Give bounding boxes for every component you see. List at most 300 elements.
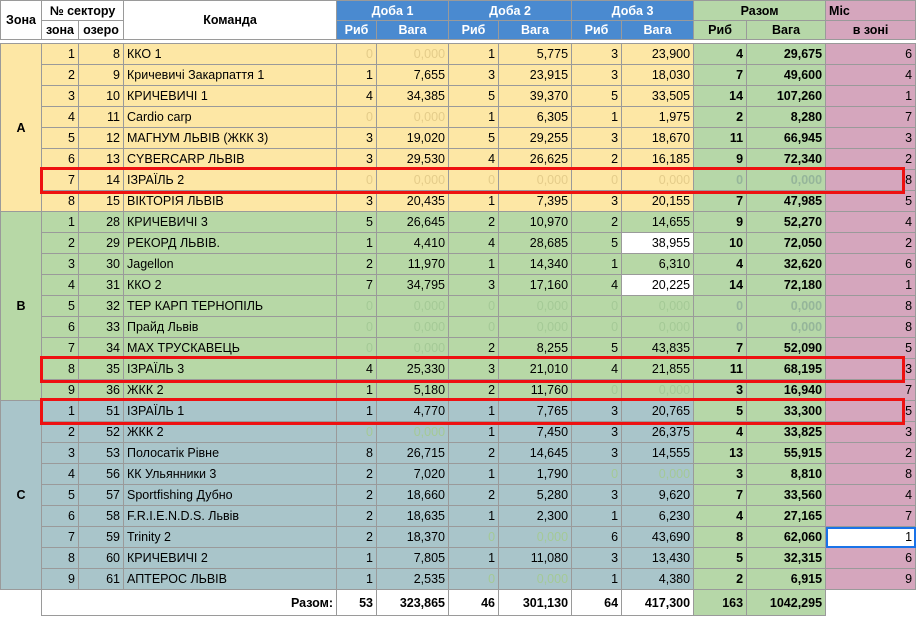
fish-day-3[interactable]: 0: [572, 464, 622, 485]
weight-day-2[interactable]: 21,010: [499, 359, 572, 380]
sector-lake-number[interactable]: 34: [79, 338, 124, 359]
fish-day-1[interactable]: 3: [337, 128, 377, 149]
team-name[interactable]: РЕКОРД ЛЬВІВ.: [124, 233, 337, 254]
sector-zone-number[interactable]: 1: [42, 212, 79, 233]
header-fish-day-2[interactable]: Риб: [449, 21, 499, 40]
fish-day-3[interactable]: 3: [572, 401, 622, 422]
weight-day-1[interactable]: 34,795: [377, 275, 449, 296]
sector-zone-number[interactable]: 8: [42, 548, 79, 569]
sector-lake-number[interactable]: 10: [79, 86, 124, 107]
weight-day-2[interactable]: 28,685: [499, 233, 572, 254]
fish-day-2[interactable]: 2: [449, 338, 499, 359]
total-weight-day-2[interactable]: 301,130: [499, 590, 572, 616]
team-name[interactable]: MAX ТРУСКАВЕЦЬ: [124, 338, 337, 359]
team-name[interactable]: CYBERCARP ЛЬВІВ: [124, 149, 337, 170]
weight-day-1[interactable]: 4,410: [377, 233, 449, 254]
team-name[interactable]: Sportfishing Дубно: [124, 485, 337, 506]
weight-day-3[interactable]: 14,655: [622, 212, 694, 233]
sector-zone-number[interactable]: 9: [42, 380, 79, 401]
weight-day-3[interactable]: 33,505: [622, 86, 694, 107]
sector-zone-number[interactable]: 5: [42, 128, 79, 149]
fish-day-1[interactable]: 0: [337, 338, 377, 359]
place-in-zone[interactable]: 4: [826, 485, 916, 506]
weight-day-1[interactable]: 18,635: [377, 506, 449, 527]
fish-total[interactable]: 5: [694, 401, 747, 422]
fish-total[interactable]: 7: [694, 338, 747, 359]
weight-day-3[interactable]: 0,000: [622, 464, 694, 485]
fish-day-3[interactable]: 3: [572, 44, 622, 65]
weight-day-2[interactable]: 29,255: [499, 128, 572, 149]
weight-day-2[interactable]: 1,790: [499, 464, 572, 485]
total-weight-day-1[interactable]: 323,865: [377, 590, 449, 616]
total-weight-day-3[interactable]: 417,300: [622, 590, 694, 616]
place-in-zone[interactable]: 7: [826, 107, 916, 128]
place-in-zone[interactable]: 5: [826, 401, 916, 422]
team-name[interactable]: Полосатік Рівне: [124, 443, 337, 464]
weight-total[interactable]: 8,280: [747, 107, 826, 128]
sector-zone-number[interactable]: 5: [42, 485, 79, 506]
sector-lake-number[interactable]: 31: [79, 275, 124, 296]
weight-total[interactable]: 33,300: [747, 401, 826, 422]
sector-lake-number[interactable]: 11: [79, 107, 124, 128]
fish-day-1[interactable]: 1: [337, 233, 377, 254]
weight-day-2[interactable]: 0,000: [499, 170, 572, 191]
header-day-3[interactable]: Доба 3: [572, 1, 694, 21]
fish-day-2[interactable]: 3: [449, 359, 499, 380]
place-in-zone[interactable]: 6: [826, 254, 916, 275]
fish-day-2[interactable]: 1: [449, 422, 499, 443]
fish-day-3[interactable]: 2: [572, 149, 622, 170]
fish-day-1[interactable]: 2: [337, 485, 377, 506]
weight-total[interactable]: 72,180: [747, 275, 826, 296]
fish-day-3[interactable]: 0: [572, 296, 622, 317]
fish-day-1[interactable]: 2: [337, 506, 377, 527]
zone-label[interactable]: B: [1, 212, 42, 401]
team-name[interactable]: ККО 1: [124, 44, 337, 65]
weight-day-2[interactable]: 8,255: [499, 338, 572, 359]
weight-day-2[interactable]: 0,000: [499, 527, 572, 548]
fish-day-2[interactable]: 0: [449, 527, 499, 548]
weight-day-2[interactable]: 23,915: [499, 65, 572, 86]
fish-day-3[interactable]: 4: [572, 359, 622, 380]
fish-day-3[interactable]: 2: [572, 212, 622, 233]
sector-lake-number[interactable]: 52: [79, 422, 124, 443]
fish-day-3[interactable]: 3: [572, 191, 622, 212]
total-fish-day-2[interactable]: 46: [449, 590, 499, 616]
team-name[interactable]: ВІКТОРІЯ ЛЬВІВ: [124, 191, 337, 212]
fish-total[interactable]: 4: [694, 422, 747, 443]
header-fish-day-3[interactable]: Риб: [572, 21, 622, 40]
fish-day-2[interactable]: 0: [449, 296, 499, 317]
place-in-zone[interactable]: 4: [826, 212, 916, 233]
sector-lake-number[interactable]: 29: [79, 233, 124, 254]
fish-day-2[interactable]: 2: [449, 380, 499, 401]
weight-day-3[interactable]: 9,620: [622, 485, 694, 506]
team-name[interactable]: КК Ульянники 3: [124, 464, 337, 485]
fish-day-3[interactable]: 0: [572, 170, 622, 191]
sector-zone-number[interactable]: 3: [42, 443, 79, 464]
weight-day-2[interactable]: 2,300: [499, 506, 572, 527]
weight-day-1[interactable]: 19,020: [377, 128, 449, 149]
weight-day-3[interactable]: 20,225: [622, 275, 694, 296]
weight-day-1[interactable]: 26,715: [377, 443, 449, 464]
fish-day-1[interactable]: 5: [337, 212, 377, 233]
weight-day-3[interactable]: 38,955: [622, 233, 694, 254]
sector-zone-number[interactable]: 4: [42, 107, 79, 128]
header-weight-day-3[interactable]: Вага: [622, 21, 694, 40]
fish-day-2[interactable]: 2: [449, 212, 499, 233]
fish-day-2[interactable]: 1: [449, 548, 499, 569]
weight-day-1[interactable]: 7,655: [377, 65, 449, 86]
weight-day-2[interactable]: 7,450: [499, 422, 572, 443]
weight-day-3[interactable]: 21,855: [622, 359, 694, 380]
weight-day-1[interactable]: 26,645: [377, 212, 449, 233]
team-name[interactable]: ІЗРАЇЛЬ 3: [124, 359, 337, 380]
weight-day-3[interactable]: 26,375: [622, 422, 694, 443]
weight-day-1[interactable]: 0,000: [377, 422, 449, 443]
fish-day-1[interactable]: 8: [337, 443, 377, 464]
fish-day-3[interactable]: 3: [572, 65, 622, 86]
sector-zone-number[interactable]: 6: [42, 506, 79, 527]
weight-total[interactable]: 0,000: [747, 170, 826, 191]
zone-label[interactable]: C: [1, 401, 42, 590]
team-name[interactable]: КРИЧЕВИЧІ 2: [124, 548, 337, 569]
header-weight-day-2[interactable]: Вага: [499, 21, 572, 40]
fish-total[interactable]: 14: [694, 275, 747, 296]
weight-day-2[interactable]: 17,160: [499, 275, 572, 296]
weight-total[interactable]: 33,560: [747, 485, 826, 506]
zone-label[interactable]: A: [1, 44, 42, 212]
fish-total[interactable]: 5: [694, 548, 747, 569]
fish-day-3[interactable]: 3: [572, 548, 622, 569]
fish-day-1[interactable]: 2: [337, 254, 377, 275]
weight-day-2[interactable]: 39,370: [499, 86, 572, 107]
fish-total[interactable]: 4: [694, 44, 747, 65]
fish-total[interactable]: 3: [694, 464, 747, 485]
header-zone[interactable]: Зона: [1, 1, 42, 40]
fish-day-3[interactable]: 3: [572, 443, 622, 464]
fish-total[interactable]: 11: [694, 359, 747, 380]
fish-total[interactable]: 2: [694, 107, 747, 128]
place-in-zone[interactable]: 3: [826, 422, 916, 443]
place-in-zone[interactable]: 6: [826, 548, 916, 569]
sector-lake-number[interactable]: 61: [79, 569, 124, 590]
weight-day-3[interactable]: 18,030: [622, 65, 694, 86]
place-in-zone[interactable]: 1: [826, 86, 916, 107]
total-label[interactable]: Разом:: [42, 590, 337, 616]
weight-day-3[interactable]: 23,900: [622, 44, 694, 65]
place-in-zone[interactable]: 3: [826, 359, 916, 380]
weight-day-2[interactable]: 0,000: [499, 296, 572, 317]
fish-day-1[interactable]: 4: [337, 86, 377, 107]
fish-day-1[interactable]: 7: [337, 275, 377, 296]
sector-zone-number[interactable]: 3: [42, 254, 79, 275]
team-name[interactable]: ІЗРАЇЛЬ 2: [124, 170, 337, 191]
fish-day-2[interactable]: 1: [449, 506, 499, 527]
team-name[interactable]: МАГНУМ ЛЬВІВ (ЖКК 3): [124, 128, 337, 149]
sector-lake-number[interactable]: 58: [79, 506, 124, 527]
sector-lake-number[interactable]: 51: [79, 401, 124, 422]
team-name[interactable]: Кричевичі Закарпаття 1: [124, 65, 337, 86]
fish-day-1[interactable]: 0: [337, 170, 377, 191]
weight-day-3[interactable]: 16,185: [622, 149, 694, 170]
weight-total[interactable]: 107,260: [747, 86, 826, 107]
weight-day-1[interactable]: 20,435: [377, 191, 449, 212]
weight-day-2[interactable]: 7,395: [499, 191, 572, 212]
total-fish-day-1[interactable]: 53: [337, 590, 377, 616]
fish-day-1[interactable]: 0: [337, 107, 377, 128]
fish-day-3[interactable]: 6: [572, 527, 622, 548]
fish-day-3[interactable]: 3: [572, 422, 622, 443]
sector-lake-number[interactable]: 28: [79, 212, 124, 233]
sector-zone-number[interactable]: 7: [42, 170, 79, 191]
fish-total[interactable]: 3: [694, 380, 747, 401]
sector-zone-number[interactable]: 2: [42, 422, 79, 443]
fish-day-2[interactable]: 1: [449, 464, 499, 485]
weight-day-1[interactable]: 0,000: [377, 44, 449, 65]
weight-day-2[interactable]: 0,000: [499, 569, 572, 590]
sector-zone-number[interactable]: 2: [42, 65, 79, 86]
weight-day-3[interactable]: 20,155: [622, 191, 694, 212]
fish-total[interactable]: 2: [694, 569, 747, 590]
place-in-zone[interactable]: 2: [826, 233, 916, 254]
sector-lake-number[interactable]: 56: [79, 464, 124, 485]
fish-total[interactable]: 9: [694, 212, 747, 233]
fish-day-1[interactable]: 3: [337, 149, 377, 170]
fish-total[interactable]: 10: [694, 233, 747, 254]
fish-day-2[interactable]: 4: [449, 149, 499, 170]
header-place-in-zone[interactable]: в зоні: [826, 21, 916, 40]
fish-day-3[interactable]: 5: [572, 86, 622, 107]
weight-total[interactable]: 6,915: [747, 569, 826, 590]
fish-day-2[interactable]: 1: [449, 254, 499, 275]
weight-total[interactable]: 0,000: [747, 296, 826, 317]
sector-lake-number[interactable]: 30: [79, 254, 124, 275]
weight-day-2[interactable]: 6,305: [499, 107, 572, 128]
fish-day-3[interactable]: 3: [572, 485, 622, 506]
fish-day-2[interactable]: 5: [449, 86, 499, 107]
sector-lake-number[interactable]: 13: [79, 149, 124, 170]
weight-total[interactable]: 29,675: [747, 44, 826, 65]
fish-day-2[interactable]: 0: [449, 569, 499, 590]
team-name[interactable]: ККО 2: [124, 275, 337, 296]
weight-total[interactable]: 52,270: [747, 212, 826, 233]
sector-zone-number[interactable]: 2: [42, 233, 79, 254]
weight-day-3[interactable]: 4,380: [622, 569, 694, 590]
fish-day-1[interactable]: 1: [337, 401, 377, 422]
sector-lake-number[interactable]: 57: [79, 485, 124, 506]
sector-zone-number[interactable]: 4: [42, 464, 79, 485]
fish-day-2[interactable]: 1: [449, 107, 499, 128]
header-weight-total[interactable]: Вага: [747, 21, 826, 40]
weight-day-3[interactable]: 43,690: [622, 527, 694, 548]
fish-day-3[interactable]: 1: [572, 569, 622, 590]
place-in-zone[interactable]: 2: [826, 149, 916, 170]
fish-day-3[interactable]: 3: [572, 128, 622, 149]
team-name[interactable]: Cardio carp: [124, 107, 337, 128]
selected-cell[interactable]: 1: [826, 527, 916, 548]
weight-day-3[interactable]: 0,000: [622, 317, 694, 338]
weight-day-2[interactable]: 0,000: [499, 317, 572, 338]
weight-day-2[interactable]: 11,760: [499, 380, 572, 401]
weight-total[interactable]: 32,620: [747, 254, 826, 275]
sector-lake-number[interactable]: 14: [79, 170, 124, 191]
team-name[interactable]: ЖКК 2: [124, 422, 337, 443]
header-team[interactable]: Команда: [124, 1, 337, 40]
fish-day-3[interactable]: 0: [572, 317, 622, 338]
weight-day-1[interactable]: 0,000: [377, 170, 449, 191]
sector-lake-number[interactable]: 33: [79, 317, 124, 338]
fish-day-2[interactable]: 2: [449, 485, 499, 506]
sector-zone-number[interactable]: 1: [42, 401, 79, 422]
weight-day-2[interactable]: 26,625: [499, 149, 572, 170]
weight-day-2[interactable]: 7,765: [499, 401, 572, 422]
fish-day-3[interactable]: 5: [572, 338, 622, 359]
place-in-zone[interactable]: 4: [826, 65, 916, 86]
fish-day-2[interactable]: 1: [449, 44, 499, 65]
team-name[interactable]: АПТЕРОС ЛЬВІВ: [124, 569, 337, 590]
fish-total[interactable]: 11: [694, 128, 747, 149]
weight-day-3[interactable]: 14,555: [622, 443, 694, 464]
fish-day-1[interactable]: 1: [337, 548, 377, 569]
sector-zone-number[interactable]: 6: [42, 317, 79, 338]
fish-day-3[interactable]: 0: [572, 380, 622, 401]
weight-total[interactable]: 72,050: [747, 233, 826, 254]
sector-lake-number[interactable]: 60: [79, 548, 124, 569]
header-fish-day-1[interactable]: Риб: [337, 21, 377, 40]
fish-day-1[interactable]: 1: [337, 569, 377, 590]
header-total[interactable]: Разом: [694, 1, 826, 21]
fish-total[interactable]: 0: [694, 170, 747, 191]
weight-day-2[interactable]: 11,080: [499, 548, 572, 569]
weight-day-3[interactable]: 6,310: [622, 254, 694, 275]
team-name[interactable]: Jagellon: [124, 254, 337, 275]
fish-day-2[interactable]: 2: [449, 443, 499, 464]
place-in-zone[interactable]: 5: [826, 338, 916, 359]
fish-day-1[interactable]: 0: [337, 317, 377, 338]
place-in-zone[interactable]: 3: [826, 128, 916, 149]
weight-day-1[interactable]: 11,970: [377, 254, 449, 275]
sector-zone-number[interactable]: 7: [42, 527, 79, 548]
weight-total[interactable]: 55,915: [747, 443, 826, 464]
weight-day-3[interactable]: 0,000: [622, 380, 694, 401]
fish-day-1[interactable]: 1: [337, 65, 377, 86]
fish-day-2[interactable]: 3: [449, 65, 499, 86]
weight-total[interactable]: 8,810: [747, 464, 826, 485]
fish-day-1[interactable]: 4: [337, 359, 377, 380]
weight-total[interactable]: 72,340: [747, 149, 826, 170]
fish-total[interactable]: 4: [694, 254, 747, 275]
total-fish-day-3[interactable]: 64: [572, 590, 622, 616]
sector-lake-number[interactable]: 8: [79, 44, 124, 65]
weight-total[interactable]: 47,985: [747, 191, 826, 212]
fish-day-2[interactable]: 4: [449, 233, 499, 254]
fish-total[interactable]: 0: [694, 317, 747, 338]
team-name[interactable]: ІЗРАЇЛЬ 1: [124, 401, 337, 422]
weight-day-2[interactable]: 5,280: [499, 485, 572, 506]
sector-zone-number[interactable]: 8: [42, 359, 79, 380]
fish-day-3[interactable]: 1: [572, 254, 622, 275]
header-fish-total[interactable]: Риб: [694, 21, 747, 40]
sector-zone-number[interactable]: 6: [42, 149, 79, 170]
weight-day-1[interactable]: 18,660: [377, 485, 449, 506]
fish-day-1[interactable]: 2: [337, 527, 377, 548]
weight-day-2[interactable]: 5,775: [499, 44, 572, 65]
place-in-zone[interactable]: 9: [826, 569, 916, 590]
sector-zone-number[interactable]: 4: [42, 275, 79, 296]
weight-day-1[interactable]: 18,370: [377, 527, 449, 548]
fish-day-1[interactable]: 3: [337, 191, 377, 212]
fish-day-1[interactable]: 1: [337, 380, 377, 401]
fish-day-1[interactable]: 2: [337, 464, 377, 485]
sector-zone-number[interactable]: 8: [42, 191, 79, 212]
place-in-zone[interactable]: 5: [826, 191, 916, 212]
sector-zone-number[interactable]: 7: [42, 338, 79, 359]
sector-lake-number[interactable]: 59: [79, 527, 124, 548]
header-sub-zone[interactable]: зона: [42, 21, 79, 40]
header-sector[interactable]: № сектору: [42, 1, 124, 21]
weight-day-1[interactable]: 0,000: [377, 296, 449, 317]
weight-day-3[interactable]: 18,670: [622, 128, 694, 149]
weight-total[interactable]: 0,000: [747, 317, 826, 338]
fish-total[interactable]: 0: [694, 296, 747, 317]
fish-day-2[interactable]: 1: [449, 401, 499, 422]
fish-day-3[interactable]: 5: [572, 233, 622, 254]
weight-total[interactable]: 62,060: [747, 527, 826, 548]
weight-day-3[interactable]: 0,000: [622, 296, 694, 317]
fish-total[interactable]: 4: [694, 506, 747, 527]
header-day-1[interactable]: Доба 1: [337, 1, 449, 21]
weight-day-1[interactable]: 7,020: [377, 464, 449, 485]
fish-day-3[interactable]: 1: [572, 506, 622, 527]
fish-day-2[interactable]: 0: [449, 170, 499, 191]
fish-day-1[interactable]: 0: [337, 296, 377, 317]
place-in-zone[interactable]: 8: [826, 170, 916, 191]
weight-day-1[interactable]: 0,000: [377, 317, 449, 338]
weight-day-1[interactable]: 0,000: [377, 107, 449, 128]
team-name[interactable]: ТЕР КАРП ТЕРНОПІЛЬ: [124, 296, 337, 317]
place-in-zone[interactable]: 7: [826, 380, 916, 401]
weight-total[interactable]: 16,940: [747, 380, 826, 401]
fish-total[interactable]: 9: [694, 149, 747, 170]
fish-total[interactable]: 7: [694, 485, 747, 506]
weight-day-1[interactable]: 5,180: [377, 380, 449, 401]
sector-lake-number[interactable]: 53: [79, 443, 124, 464]
header-place[interactable]: Міс: [826, 1, 916, 21]
weight-day-1[interactable]: 2,535: [377, 569, 449, 590]
fish-day-1[interactable]: 0: [337, 422, 377, 443]
weight-total[interactable]: 27,165: [747, 506, 826, 527]
sector-lake-number[interactable]: 36: [79, 380, 124, 401]
weight-total[interactable]: 52,090: [747, 338, 826, 359]
team-name[interactable]: КРИЧЕВИЧІ 1: [124, 86, 337, 107]
fish-day-3[interactable]: 4: [572, 275, 622, 296]
weight-day-1[interactable]: 0,000: [377, 338, 449, 359]
weight-day-1[interactable]: 7,805: [377, 548, 449, 569]
sector-lake-number[interactable]: 12: [79, 128, 124, 149]
place-in-zone[interactable]: 8: [826, 296, 916, 317]
place-in-zone[interactable]: 8: [826, 317, 916, 338]
team-name[interactable]: ЖКК 2: [124, 380, 337, 401]
team-name[interactable]: F.R.I.E.N.D.S. Львів: [124, 506, 337, 527]
weight-day-2[interactable]: 10,970: [499, 212, 572, 233]
weight-day-2[interactable]: 14,340: [499, 254, 572, 275]
sector-zone-number[interactable]: 9: [42, 569, 79, 590]
weight-total[interactable]: 33,825: [747, 422, 826, 443]
weight-day-3[interactable]: 13,430: [622, 548, 694, 569]
weight-day-3[interactable]: 1,975: [622, 107, 694, 128]
fish-day-2[interactable]: 1: [449, 191, 499, 212]
